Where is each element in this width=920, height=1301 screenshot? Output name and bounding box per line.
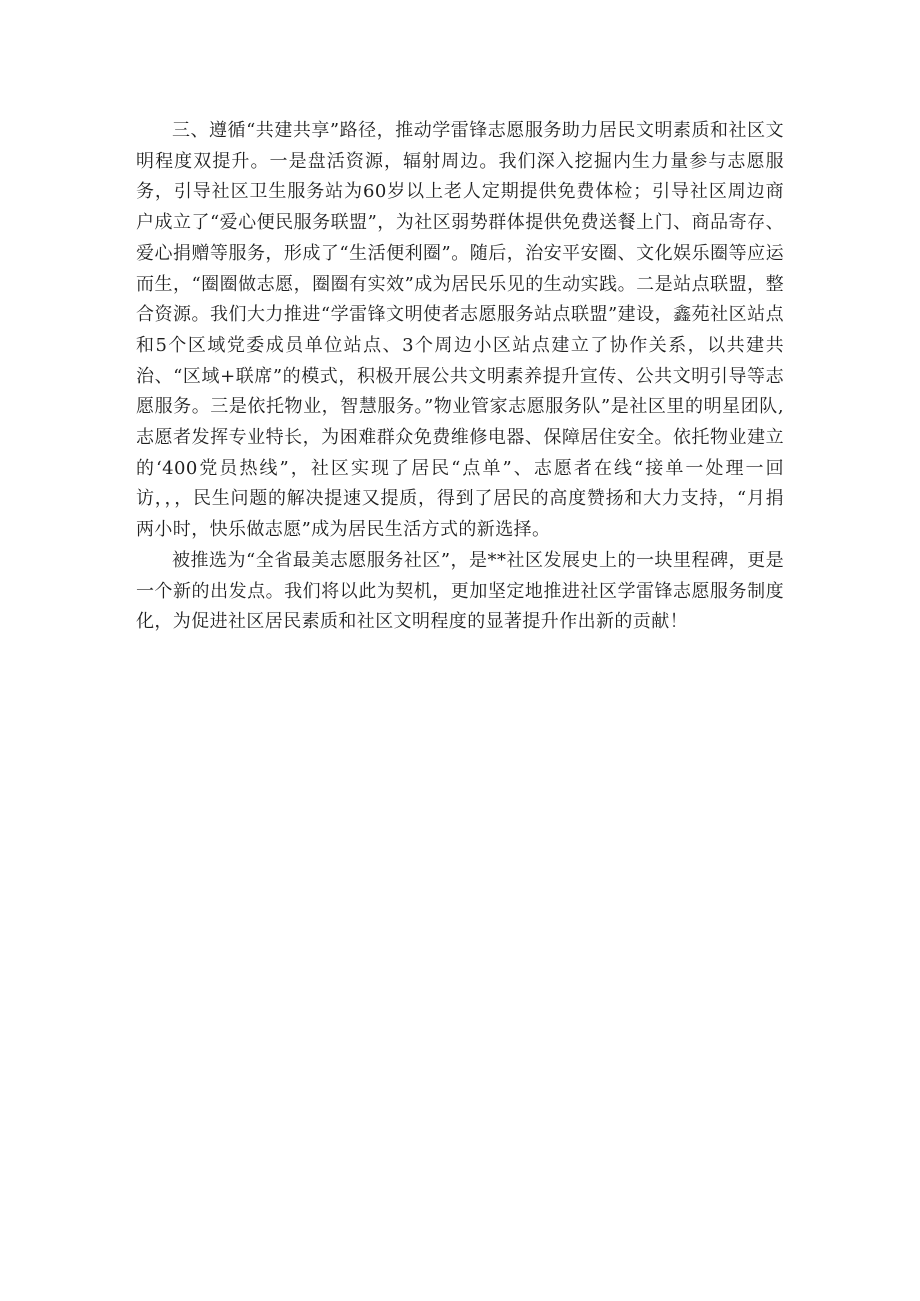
paragraph-conclusion: 被推选为“全省最美志愿服务社区”，是**社区发展史上的一块里程碑，更是一个新的出发点。我们将以此为契机，更加坚定地推进社区学雷锋志愿服务制度化，为促进社区居民素质和社区文明程度的显著提升作出新的贡献！ xyxy=(136,549,784,633)
paragraph-community-volunteer-practice: 三、遵循“共建共享”路径，推动学雷锋志愿服务助力居民文明素质和社区文明程度双提升。一是盘活资源，辐射周边。我们深入挖掘内生力量参与志愿服务，引导社区卫生服务站为60岁以上老人定期提供免费体检；引导社区周边商户成立了“爱心便民服务联盟”，为社区弱势群体提供免费送餐上门、商品寄存、爱心捐赠等服务，形成了“生活便利圈”。随后，治安平安圈、文化娱乐圈等应运而生，“圈圈做志愿，圈圈有实效”成为居民乐见的生动实践。二是站点联盟，整合资源。我们大力推进“学雷锋文明使者志愿服务站点联盟”建设，鑫苑社区站点和5个区域党委成员单位站点、3个周边小区站点建立了协作关系，以共建共治、“区域+联席”的模式，积极开展公共文明素养提升宣传、公共文明引导等志愿服务。三是依托物业，智慧服务。”物业管家志愿服务队”是社区里的明星团队,志愿者发挥专业特长，为困难群众免费维修电器、保障居住安全。依托物业建立的‘400党员热线”，社区实现了居民“点单”、志愿者在线“接单一处理一回访，，，民生问题的解决提速又提质，得到了居民的高度赞扬和大力支持，“月捐两小时，快乐做志愿”成为居民生活方式的新选择。 xyxy=(136,120,784,541)
document-body xyxy=(136,116,784,638)
